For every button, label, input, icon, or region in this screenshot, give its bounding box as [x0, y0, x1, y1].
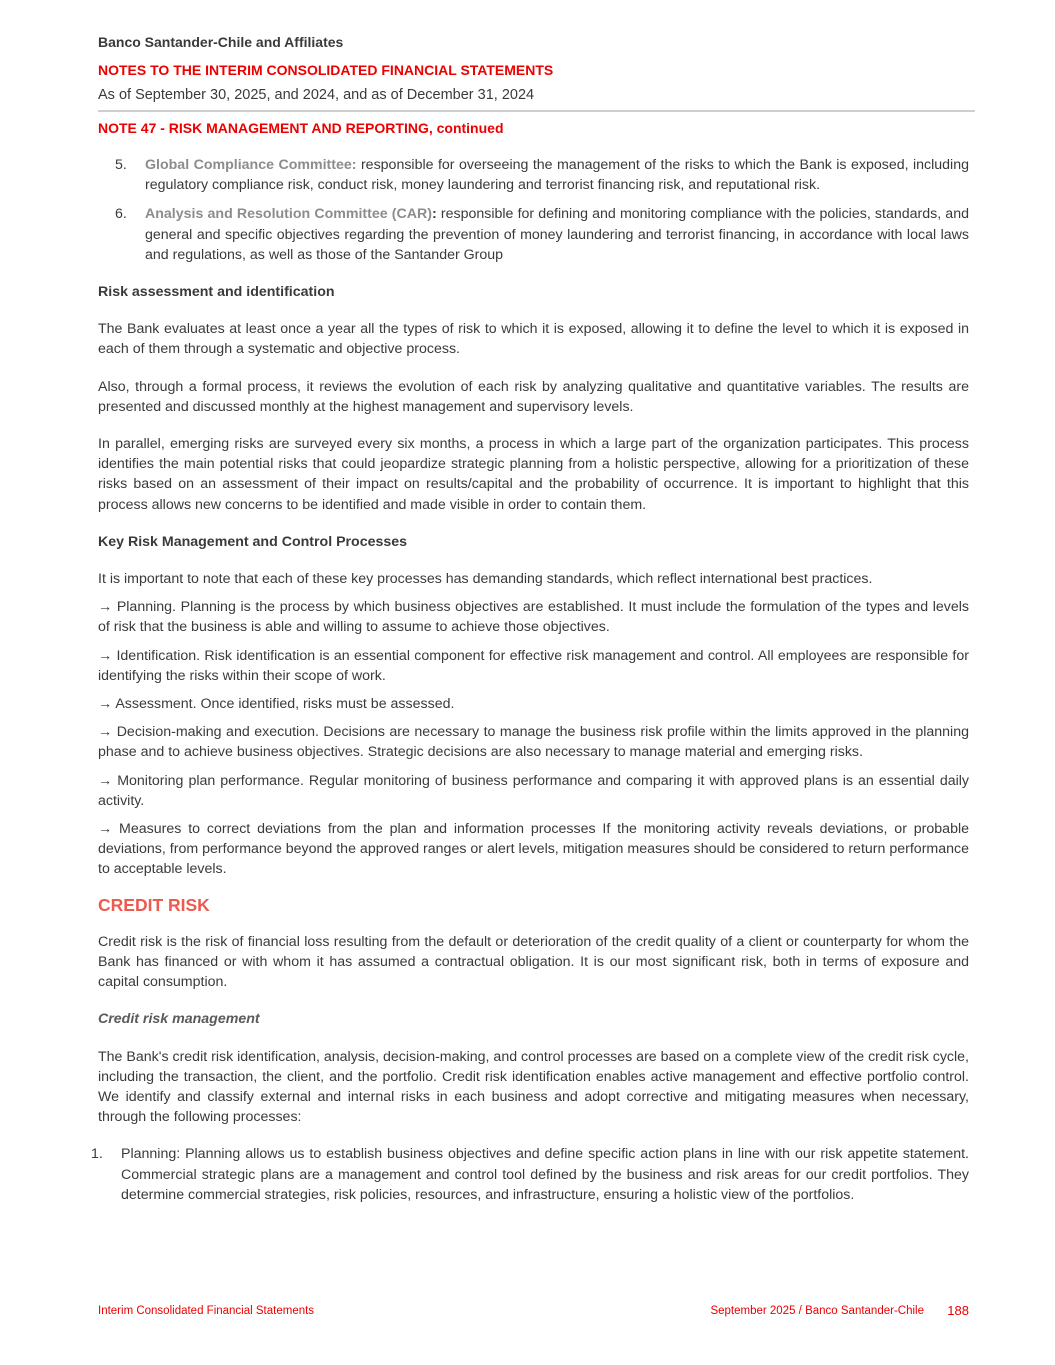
risk-assessment-heading: Risk assessment and identification [98, 284, 335, 301]
footer-bank: Banco Santander-Chile [805, 1305, 924, 1317]
paragraph: Also, through a formal process, it reviews the evolution of each risk by analyzing qualitative and quantitative variables. The results are presented and discussed monthly at the highest management and supervisory levels. [98, 378, 969, 415]
numbered-item-text: Planning: Planning allows us to establish business objectives and define specific action plans in line with our risk appetite statement. Commercial strategic plans are a management and control tool defined by the business and risk areas for our credit portfolios. They determine commercial strategies, risk policies, resources, and infrastructure, ensuring a holistic view of the portfolios. [121, 1146, 969, 1203]
process-item: → Monitoring plan performance. Regular monitoring of business performance and comparing it with approved plans is an essential daily activity. [98, 772, 969, 809]
committee-item [98, 155, 969, 195]
paragraph: It is important to note that each of these key processes has demanding standards, which reflect international best practices. [98, 571, 873, 588]
committee-description: responsible for overseeing the management of the risks to which the Bank is exposed, including regulatory compliance risk, conduct risk, money laundering and terrorist financing risk, and reputational risk. [145, 157, 969, 194]
paragraph: The Bank's credit risk identification, analysis, decision-making, and control processes are based on a complete view of the credit risk cycle, including the transaction, the client, and the portfolio. Credit risk identification enables active management and effective portfolio control. We identify and classify external and internal risks in each business and adopt corrective and mitigating measures when necessary, through the following processes: [98, 1048, 969, 1126]
note-title: NOTE 47 - RISK MANAGEMENT AND REPORTING, continued [98, 120, 504, 136]
key-processes-heading: Key Risk Management and Control Processes [98, 533, 408, 550]
page-number: 188 [947, 1303, 969, 1318]
paragraph: Credit risk is the risk of financial loss resulting from the default or deterioration of the credit quality of a client or counterparty for whom the Bank has financed or with whom it has assumed a contractual obligation. It is our most significant risk, both in terms of exposure and capital consumption. [98, 933, 969, 991]
process-item: → Measures to correct deviations from the plan and information processes If the monitoring activity reveals deviations, or probable deviations, from performance beyond the approved ranges or alert levels, mitigation measures should be considered to return performance to acceptable levels. [98, 821, 969, 878]
header-date-line: As of September 30, 2025, and 2024, and as of December 31, 2024 [98, 87, 535, 103]
process-item: → Assessment. Once identified, risks must be assessed. [98, 696, 455, 713]
footer-date: September 2025 [710, 1305, 796, 1317]
committee-name: Analysis and Resolution Committee (CAR) [145, 206, 432, 223]
committee-list [98, 155, 969, 265]
list-number: 5. [115, 157, 127, 173]
committee-name: Global Compliance Committee: [145, 157, 357, 173]
committee-separator: : [431, 206, 441, 223]
section-title: CREDIT RISK [98, 894, 210, 915]
committee-description: responsible for defining and monitoring compliance with the policies, standards, and general and specific objectives regarding the prevention of money laundering and terrorist financing, in accordance with local laws and regulations, as well as those of the Santander Group [145, 206, 969, 263]
committee-item [98, 204, 969, 265]
paragraph: The Bank evaluates at least once a year all the types of risk to which it is exposed, allowing it to define the level to which it is exposed in each of them through a systematic and objective process. [98, 321, 969, 358]
process-item: → Decision-making and execution. Decisions are necessary to manage the business risk profile within the limits approved in the planning phase and to achieve business objectives. Strategic decisions are also necessary to manage material and emerging risks. [98, 724, 969, 761]
footer-right [710, 1305, 924, 1317]
footer-left: Interim Consolidated Financial Statements [98, 1305, 315, 1317]
header-company: Banco Santander-Chile and Affiliates [98, 34, 344, 50]
header-title: NOTES TO THE INTERIM CONSOLIDATED FINANCIAL STATEMENTS [98, 62, 554, 78]
credit-risk-management-heading: Credit risk management [98, 1011, 260, 1028]
paragraph: In parallel, emerging risks are surveyed every six months, a process in which a large part of the organization participates. This process identifies the main potential risks that could jeopardize strategic planning from a holistic perspective, allowing for a prioritization of these risks based on an assessment of their impact on results/capital and the probability of occurrence. It is important to highlight that this process allows new concerns to be identified and made visible in order to contain them. [98, 436, 969, 513]
header-divider [98, 110, 975, 112]
process-item: → Identification. Risk identification is an essential component for effective risk management and control. All employees are responsible for identifying the risks within their scope of work. [98, 647, 969, 684]
list-number: 1. [91, 1146, 103, 1163]
list-number: 6. [115, 206, 127, 223]
numbered-item [91, 1144, 969, 1205]
footer-separator: / [795, 1305, 806, 1317]
process-item: → Planning. Planning is the process by which business objectives are established. It must include the formulation of the types and levels of risk that the business is able and willing to assume to achieve those objectives. [98, 599, 969, 636]
document-body [91, 155, 969, 1205]
